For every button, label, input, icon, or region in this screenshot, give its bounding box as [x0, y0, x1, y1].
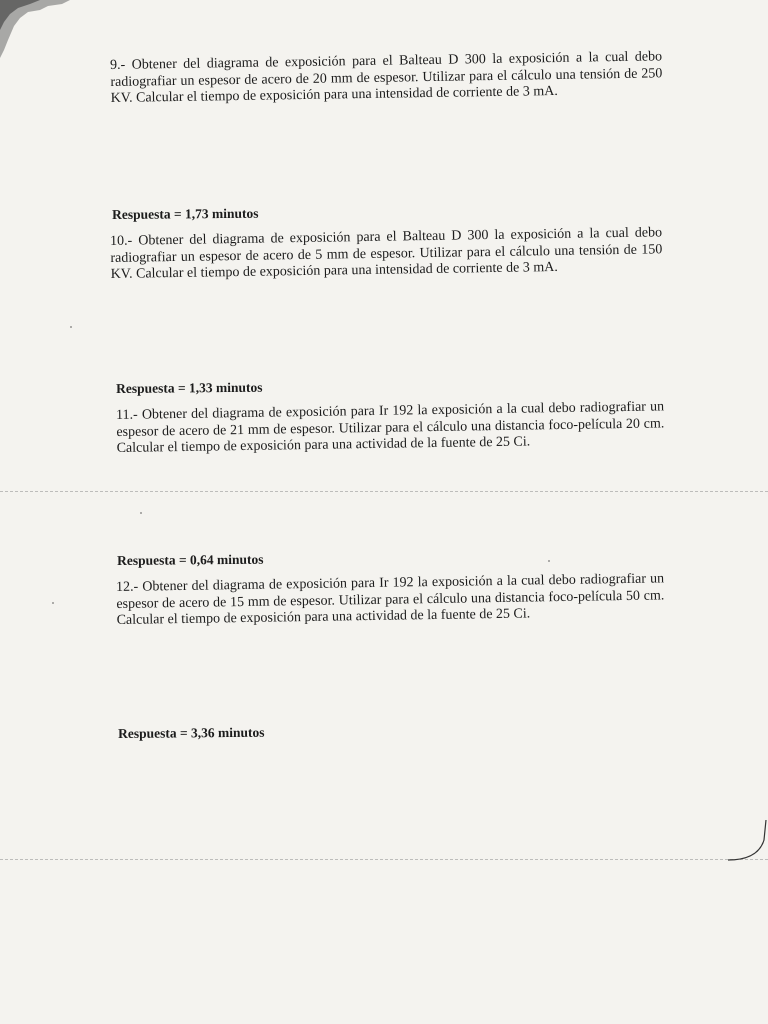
problem-10-text: 10.- Obtener del diagrama de exposición para el Balteau D 300 la exposición a la cual debo radiografiar un espesor de acero de 5 mm de espesor. Utilizar para el cálculo una tensión de 150 KV. Calcular el tiempo de exposición para una intensidad de corriente de 3 mA. [110, 225, 663, 282]
problem-10-answer: Respuesta = 1,33 minutos [116, 379, 263, 396]
scan-speck [70, 326, 72, 328]
scan-speck [140, 512, 142, 514]
problem-12-answer: Respuesta = 3,36 minutos [118, 724, 265, 741]
scan-corner-smudge [0, 0, 80, 60]
page-edge-curl [728, 820, 768, 870]
problem-11-answer: Respuesta = 0,64 minutos [117, 551, 264, 568]
scan-artifact-line [0, 859, 768, 860]
scan-speck [52, 602, 54, 604]
scan-artifact-line [0, 491, 768, 492]
problem-11-text: 11.- Obtener del diagrama de exposición para Ir 192 la exposición a la cual debo radiografiar un espesor de acero de 21 mm de espesor. Utilizar para el cálculo una distancia foco-película 20 cm. Calcular el tiempo de exposición para una actividad de la fuente de 25 Ci. [116, 399, 665, 456]
problem-12-text: 12.- Obtener del diagrama de exposición para Ir 192 la exposición a la cual debo radiografiar un espesor de acero de 15 mm de espesor. Utilizar para el cálculo una distancia foco-película 50 cm. Calcular el tiempo de exposición para una actividad de la fuente de 25 Ci. [116, 571, 665, 628]
scan-speck [548, 560, 550, 562]
problem-9-answer: Respuesta = 1,73 minutos [112, 205, 259, 222]
problem-9-text: 9.- Obtener del diagrama de exposición para el Balteau D 300 la exposición a la cual debo radiografiar un espesor de acero de 20 mm de espesor. Utilizar para el cálculo una tensión de 250 KV. Calcular el tiempo de exposición para una intensidad de corriente de 3 mA. [110, 49, 663, 106]
